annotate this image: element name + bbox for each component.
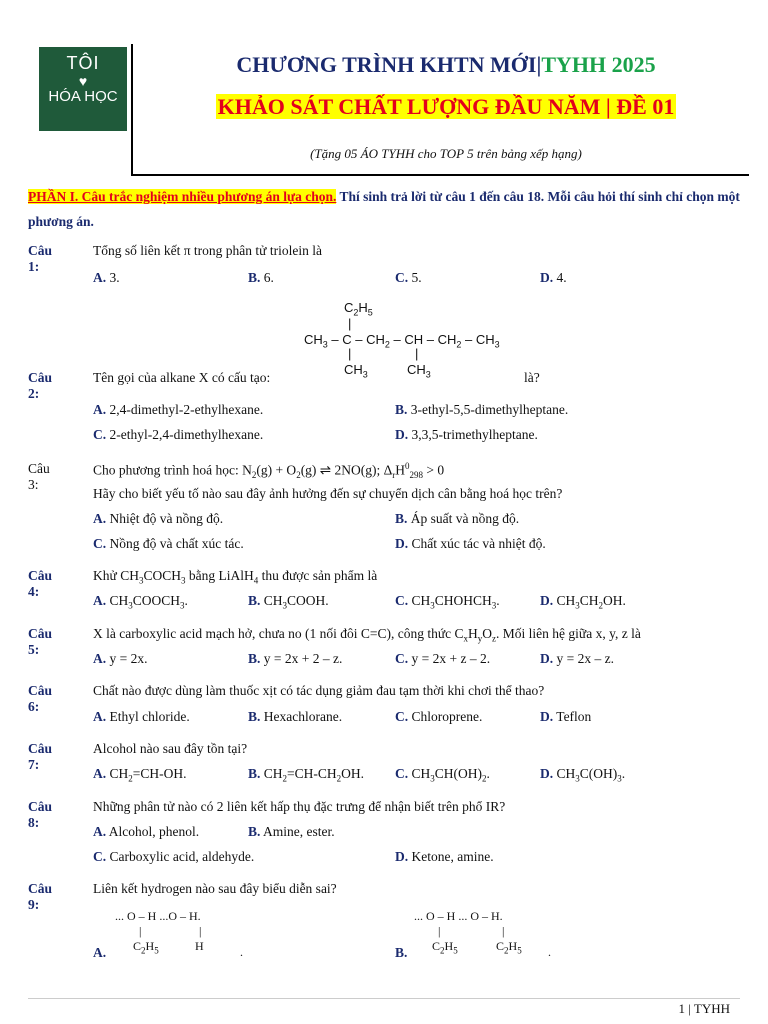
header-divider-vertical	[131, 44, 133, 176]
q2-option-a[interactable]: A. 2,4-dimethyl-2-ethylhexane.	[93, 402, 264, 417]
q6-option-b[interactable]: B. Hexachlorane.	[248, 709, 343, 724]
q7-option-b[interactable]: B. $CH_2=CH-CH_2OH$.	[248, 766, 365, 784]
q7-option-d[interactable]: D. $CH_3C(OH)_3$.	[540, 766, 626, 784]
q3-option-d[interactable]: D. Chất xúc tác và nhiệt độ.	[395, 536, 546, 551]
q5-option-b[interactable]: B. y = 2x + 2 – z.	[248, 651, 343, 666]
q3-option-c[interactable]: C. Nồng độ và chất xúc tác.	[93, 536, 244, 551]
logo	[39, 47, 127, 131]
footer-divider	[28, 998, 740, 999]
q7-option-c[interactable]: C. $CH_3CH(OH)_2$.	[395, 766, 490, 784]
q2-option-b[interactable]: B. 3-ethyl-5,5-dimethylheptane.	[395, 402, 569, 417]
q1-option-b[interactable]: B. 6.	[248, 270, 274, 285]
q5-option-d[interactable]: D. y = 2x – z.	[540, 651, 614, 666]
q8-option-d[interactable]: D. Ketone, amine.	[395, 849, 494, 864]
q5-option-c[interactable]: C. y = 2x + z – 2.	[395, 651, 491, 666]
q1-option-d[interactable]: D. 4.	[540, 270, 567, 285]
logo-line2: HÓA HỌC	[48, 88, 118, 105]
q5-option-a[interactable]: A. y = 2x.	[93, 651, 148, 666]
part-instructions: PHẦN I. Câu trắc nghiệm nhiều phương án lựa chọn. Thí sinh trả lời từ câu 1 đến câu 18. Mỗi câu hỏi thí sinh chỉ chọn một phương án.	[28, 189, 740, 229]
q8-option-a[interactable]: A. Alcohol, phenol.	[93, 824, 200, 839]
q4-option-c[interactable]: C. $CH_3CHOHCH_3$.	[395, 593, 500, 611]
heart-icon: ♥	[78, 73, 88, 89]
alkane-structure: $C_2H_5$ | $CH_3$ – C – $CH_2$ – CH – $CH_2 - CH_3$ | | $CH_3$ $CH_3$	[304, 300, 500, 380]
q7-option-a[interactable]: A. $CH_2=CH-OH$.	[93, 766, 187, 784]
exam-subtitle: KHẢO SÁT CHẤT LƯỢNG ĐẦU NĂM | ĐỀ 01	[217, 94, 675, 119]
q1-option-c[interactable]: C. 5.	[395, 270, 422, 285]
q6-option-c[interactable]: C. Chloroprene.	[395, 709, 483, 724]
q4-option-a[interactable]: A. $CH_3COOCH_3$.	[93, 593, 188, 611]
q2-option-c[interactable]: C. 2-ethyl-2,4-dimethylhexane.	[93, 427, 264, 442]
page-footer: 1 | TYHH	[678, 1001, 730, 1016]
page-title: CHƯƠNG TRÌNH KHTN MỚI|TYHH 2025	[236, 52, 656, 77]
q8-option-b[interactable]: B. Amine, ester.	[248, 824, 335, 839]
q3-option-b[interactable]: B. Áp suất và nồng độ.	[395, 511, 520, 526]
q2-option-d[interactable]: D. 3,3,5-trimethylheptane.	[395, 427, 538, 442]
q4-option-b[interactable]: B. $CH_3COOH$.	[248, 593, 329, 611]
header-divider-horizontal	[131, 174, 749, 176]
logo-line1: TÔI	[66, 53, 100, 73]
q3-option-a[interactable]: A. Nhiệt độ và nồng độ.	[93, 511, 224, 526]
q4-option-d[interactable]: D. $CH_3CH_2OH$.	[540, 593, 626, 611]
q6-option-d[interactable]: D. Teflon	[540, 709, 592, 724]
q8-option-c[interactable]: C. Carboxylic acid, aldehyde.	[93, 849, 255, 864]
q1-option-a[interactable]: A. 3.	[93, 270, 120, 285]
q6-option-a[interactable]: A. Ethyl chloride.	[93, 709, 190, 724]
header-note: (Tặng 05 ÁO TYHH cho TOP 5 trên bảng xếp hạng)	[310, 146, 582, 161]
